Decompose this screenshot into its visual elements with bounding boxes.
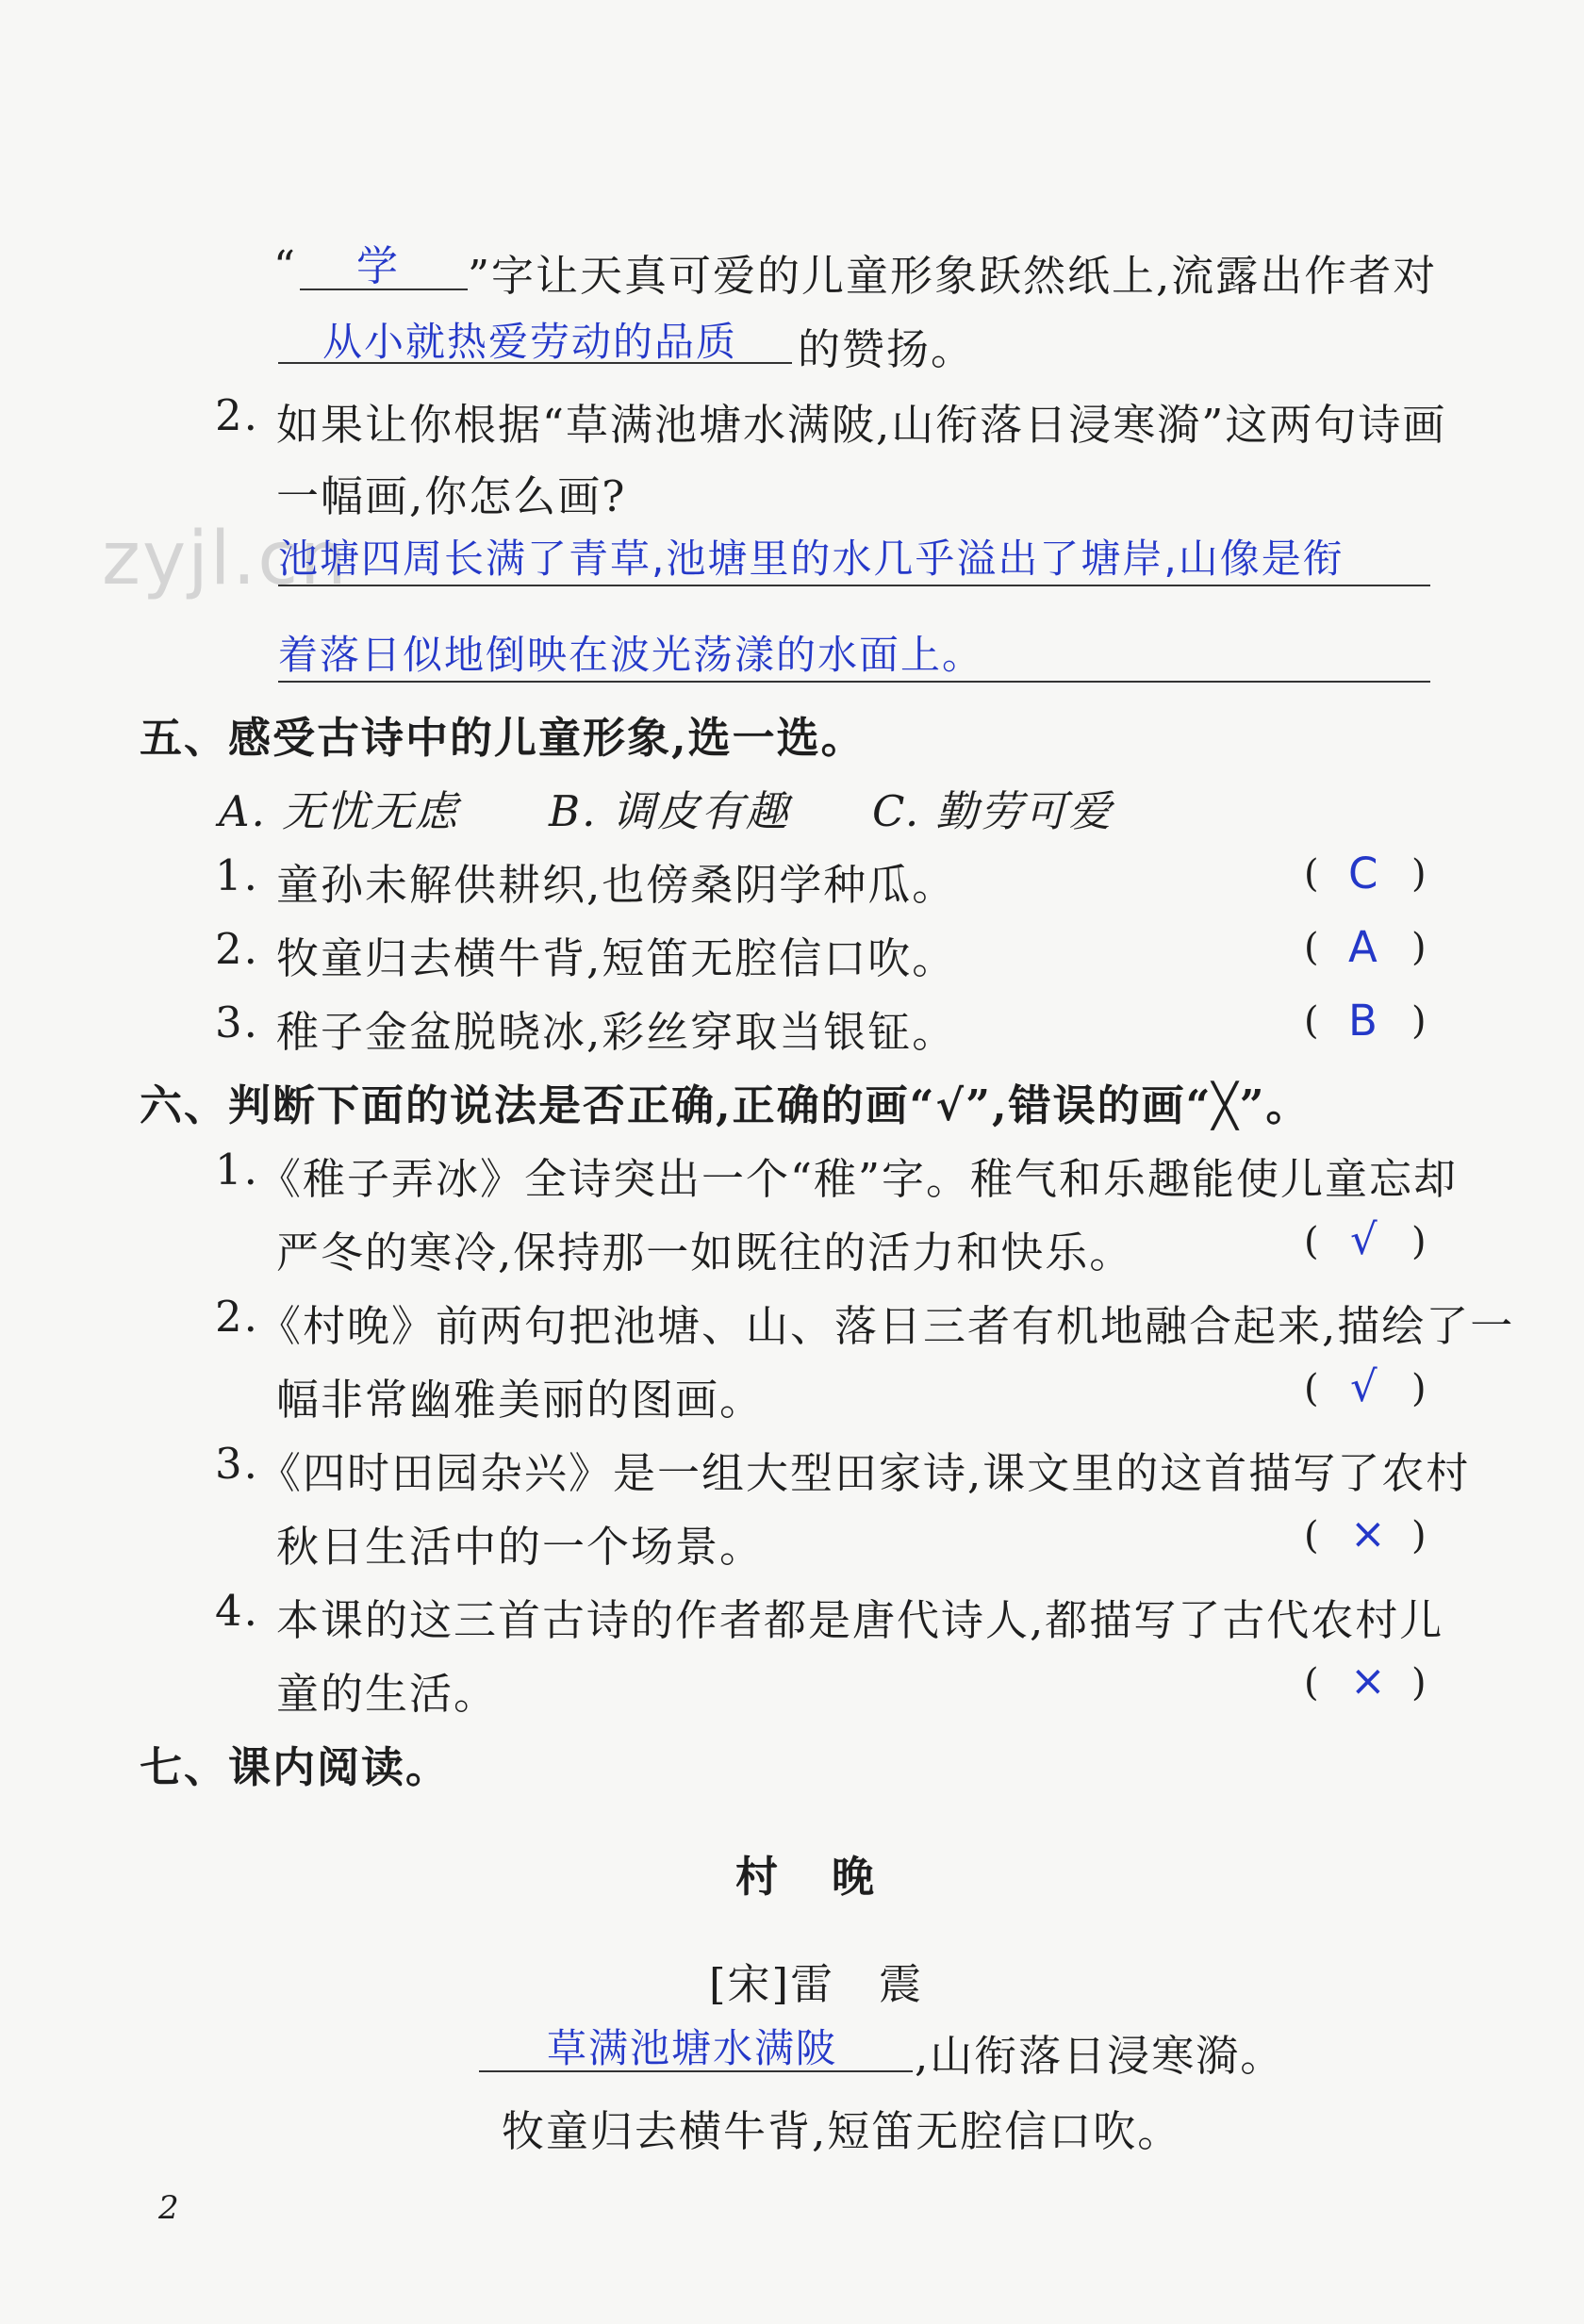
item-number: 1. [215, 1145, 259, 1195]
paren-close: ) [1411, 1367, 1427, 1410]
answer-mark: B [1348, 996, 1379, 1046]
answer-line [278, 585, 1430, 586]
item-number: 2. [215, 390, 259, 440]
item-number: 3. [215, 1439, 259, 1489]
answer-blank-line [300, 288, 468, 290]
poem-line2: 牧童归去横牛背,短笛无腔信口吹。 [502, 2106, 1182, 2156]
answer-mark: √ [1350, 1214, 1379, 1264]
s5-item1-text: 童孙未解供耕织,也傍桑阴学种瓜。 [276, 860, 957, 910]
s5-item3-text: 稚子金盆脱晓冰,彩丝穿取当银钲。 [276, 1007, 957, 1057]
section-7-heading: 七、课内阅读。 [140, 1742, 451, 1792]
s6-item1-line2: 严冬的寒冷,保持那一如既往的活力和快乐。 [276, 1228, 1134, 1277]
answer-blank-line [479, 2070, 913, 2072]
answer-text-line1: 池塘四周长满了青草,池塘里的水几乎溢出了塘岸,山像是衔 [278, 536, 1345, 582]
s6-item3-line2: 秋日生活中的一个场景。 [276, 1522, 765, 1572]
watermark: zyjl.cn [102, 517, 349, 602]
paren-open: ( [1304, 1661, 1319, 1705]
paren-open: ( [1304, 1514, 1319, 1558]
paren-open: ( [1304, 852, 1319, 896]
s6-item2-line1: 《村晚》前两句把池塘、山、落日三者有机地融合起来,描绘了一 [258, 1301, 1515, 1351]
answer-mark: √ [1350, 1361, 1379, 1411]
answer-blank-line [278, 362, 792, 364]
option-a: A. 无忧无虑 [219, 786, 460, 836]
poem-author: [宋]雷 震 [709, 1959, 924, 2009]
answer-mark: × [1350, 1508, 1388, 1558]
q4-line2-text: 的赞扬。 [798, 324, 976, 374]
item-number: 2. [215, 924, 259, 974]
answer-line [278, 681, 1430, 683]
paren-open: ( [1304, 999, 1319, 1043]
q4-line1-text: ”字让天真可爱的儿童形象跃然纸上,流露出作者对 [468, 251, 1438, 301]
item-number: 2. [215, 1292, 259, 1342]
s5-item2-text: 牧童归去横牛背,短笛无腔信口吹。 [276, 933, 957, 983]
paren-close: ) [1411, 1514, 1427, 1558]
answer-text-line2: 着落日似地倒映在波光荡漾的水面上。 [278, 632, 984, 678]
item-number: 3. [215, 997, 259, 1047]
paren-close: ) [1411, 852, 1427, 896]
poem-title: 村 晚 [735, 1852, 881, 1902]
section-6-heading: 六、判断下面的说法是否正确,正确的画“√”,错误的画“╳”。 [140, 1080, 1311, 1130]
poem-line1-rest: ,山衔落日浸寒漪。 [915, 2031, 1285, 2081]
answer-mark: A [1348, 922, 1379, 972]
paren-close: ) [1411, 1220, 1427, 1263]
paren-open: ( [1304, 1220, 1319, 1263]
open-quote: “ [273, 241, 298, 291]
section-5-heading: 五、感受古诗中的儿童形象,选一选。 [140, 713, 866, 763]
s6-item4-line1: 本课的这三首古诗的作者都是唐代诗人,都描写了古代农村儿 [276, 1595, 1444, 1645]
paren-open: ( [1304, 926, 1319, 969]
answer-quality: 从小就热爱劳动的品质 [322, 319, 738, 365]
s6-item4-line2: 童的生活。 [276, 1669, 499, 1719]
option-b: B. 调皮有趣 [549, 786, 790, 836]
s6-item2-line2: 幅非常幽雅美丽的图画。 [276, 1375, 765, 1425]
paren-close: ) [1411, 999, 1427, 1043]
s6-item1-line1: 《稚子弄冰》全诗突出一个“稚”字。稚气和乐趣能使儿童忘却 [258, 1154, 1459, 1204]
q4-item2-line1: 如果让你根据“草满池塘水满陂,山衔落日浸寒漪”这两句诗画 [276, 400, 1447, 450]
paren-open: ( [1304, 1367, 1319, 1410]
option-c: C. 勤劳可爱 [872, 786, 1114, 836]
answer-mark: C [1348, 849, 1380, 898]
paren-close: ) [1411, 1661, 1427, 1705]
answer-mark: × [1350, 1656, 1388, 1706]
paren-close: ) [1411, 926, 1427, 969]
poem-answer: 草满池塘水满陂 [547, 2025, 838, 2071]
item-number: 4. [215, 1586, 259, 1636]
q4-item2-line2: 一幅画,你怎么画? [276, 471, 627, 521]
s6-item3-line1: 《四时田园杂兴》是一组大型田家诗,课文里的这首描写了农村 [258, 1448, 1471, 1498]
item-number: 1. [215, 850, 259, 900]
answer-char: 学 [356, 242, 400, 290]
page-number: 2 [158, 2189, 179, 2227]
